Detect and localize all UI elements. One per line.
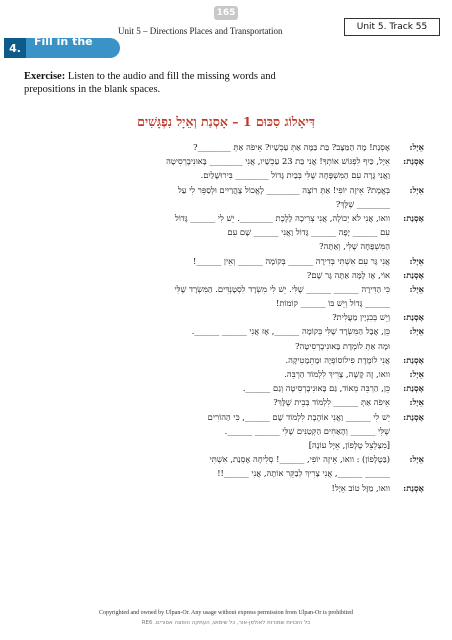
dialog-line [24,466,424,480]
dialog-line [24,254,424,268]
line-text: וַאֲנִי גָּרָה עִם הַמִּשְׁפָּחָה שֶׁלִּי בְּבַיִת גָּדוֹל ________ בִּירוּשָׁלַיִם. [200,170,390,181]
line-text: כֵּן, אֲבָל הַמִּשְׂרָד שֶׁלִּי בְּקוֹמָה ______, אָז אֲנִי ______ ______. [191,326,390,337]
dialog-line [24,410,424,424]
speaker-name: אֵיָל: [409,184,424,195]
dialog-line [24,481,424,495]
line-text: ______ ______, אֲנִי צָרִיךְ לְבַקֵּר אוֹתָהּ, אֲנִי ______!! [217,468,390,479]
dialog-line [24,197,424,211]
dialog-line [24,367,424,381]
line-text: בְּאֱמֶת? אֵיזֶה יוֹפִי! אַתְּ רוֹצָה ________ לֶאֱכוֹל צָהֳרַיִים וּלְסַפֵּר לִי עַל [177,184,390,195]
speaker-name: אֵיָל: [409,142,424,152]
dialog-line [24,154,424,168]
copyright-hebrew: כל הזכויות שמורות לאולפן-אור, כל שימוש, העתקה והפצה אסורים. RE6 [141,620,311,626]
line-text: וּמָה אַתְּ לוֹמֶדֶת בָּאוּנִיבֶרְסִיטָה? [295,340,390,351]
line-text: הַמִּשְׁפָּחָה שֶׁלִּי, וְאַתָּה? [319,241,390,252]
speaker-name: אֵיָל: [409,369,424,379]
dialog-line [24,424,424,438]
line-text: [מִצַלְצֵל טֶלֶפוֹן, אֵיָל עוֹנֶה] [308,439,390,450]
speaker-name: אֵיָל: [409,326,424,337]
track-label: Unit 5. Track 55 [344,18,440,36]
line-text: אֵיָל, כַּיִף לִפְגּוֹשׁ אוֹתְךָ! אֲנִי בַּת 23 עַכְשָׁיו, אֲנִי ________ בָּאוּנִיבֶרְסִיטָה [166,156,390,167]
speaker-name: אָסְנַת: [403,354,424,365]
dialog-line [24,353,424,367]
dialog-line [24,225,424,239]
section-number: 4. [4,38,26,58]
speaker-name: אָסְנַת: [403,482,424,493]
dialog-line [24,183,424,197]
line-text: ________ שֶׁלָּךְ? [335,198,390,209]
dialog-title: דִּיאָלוֹג סִכּוּם 1 – אָסְנַת וְאֵיָל נִפְגָּשִׁים [137,114,315,129]
line-text: אֲנִי לוֹמֶדֶת פִילוֹסוֹפְיָה וּמָתֵמָטִיקָה. [285,354,390,365]
chapter-title: Unit 5 – Directions Places and Transportation [118,26,283,36]
page-number: 165 [214,6,238,20]
line-text: יֵשׁ לִי ______ וַאֲנִי אוֹהֶבֶת לִלְמוֹד שָׁם ______, כִּי הַהוֹרִים [207,411,390,422]
speaker-name: אָסְנַת: [403,411,424,422]
dialog-line [24,282,424,296]
dialog-line [24,324,424,338]
speaker-name: אֵיָל: [409,255,424,266]
speaker-name: אָסְנַת: [403,269,424,280]
section-banner [4,35,120,61]
copyright-notice: Copyrighted and owned by Ulpan-Or. Any usage without express permission from Ulpan-Or is prohibited [99,610,353,616]
dialog-line [24,168,424,182]
line-text: אֵיפֹה אַתְּ ______ לִלְמוֹד בְּבֵית שֶׁלָּךְ? [273,397,390,408]
section-title: Fill in the _____ [26,38,120,58]
dialog-line [24,381,424,395]
speaker-name: אֵיָל: [409,283,424,294]
line-text: שֶׁלִּי ______ וְהָאַחִים הַקְּטַנִּים שֶׁלִּי ______ ______. [224,425,390,436]
dialog-line [24,211,424,225]
line-text: וְיֵשׁ בְּבִנְיָין מַעֲלִית? [332,312,390,323]
speaker-name: אָסְנַת: [403,383,424,394]
line-text: אָסְנַת! מָה הַמַּצָּב? בַּת כַּמָּה אַתְּ עַכְשָׁיו? אֵיפֹה אַתְּ ________? [193,142,390,152]
speaker-name: אֵיָל: [409,454,424,465]
dialog-line [24,140,424,154]
dialog-line [24,296,424,310]
dialog-lines [24,140,424,495]
dialog-line [24,395,424,409]
speaker-name: אֵיָל: [409,397,424,408]
line-text: אֲנִי גָּר עִם אִשְׁתִּי בְּדִירָה ______ בְּקוֹמָה ______ וְאֵין ______! [192,255,390,266]
dialog-line [24,239,424,253]
dialog-line [24,310,424,324]
dialog-line [24,268,424,282]
dialog-line [24,339,424,353]
line-text: וואו, אֲנִי לֹא יְכוֹלָה, אֲנִי צְרִיכָה לָלֶכֶת ________. יֵשׁ לִי ______ גָּדוֹל [174,212,390,223]
speaker-name: אָסְנַת: [403,156,424,167]
line-text: ______ גָּדוֹל וְיֵשׁ בּוֹ ______ קוֹמוֹת! [276,298,390,309]
speaker-name: אָסְנַת: [403,212,424,223]
line-text: וואו, מַזָּל טוֹב אֵיָל! [331,482,390,493]
dialog-line [24,452,424,466]
exercise-label: Exercise: [24,71,66,82]
exercise-text: Listen to the audio and fill the missing words and prepositions in the blank spaces. [24,71,276,95]
line-text: עִם ______ יָפֶה ______ גָּדוֹל וַאֲנִי ______ שָׁם עִם [227,227,390,238]
line-text: אוֹי, אָז לָמָּה אַתָּה גָּר שָׁם? [306,269,390,280]
line-text: כִּי הַדִּירָה ______ ______ שֶׁלִּי. יֵשׁ לִי מִשְׂרָד לִסְטָנְדִּים. הַמִּשְׂרָד שֶׁלִּי [174,283,390,294]
line-text: כֵּן, הַרְבֵּה מְאוֹד, גַּם בָּאוּנִיבֶרְסִיטָה וְגַם ______. [242,383,390,394]
exercise-instructions [24,70,324,96]
speaker-name: אָסְנַת: [403,312,424,323]
line-text: וואו, זֶה קָשֶׁה, צָרִיךְ לִלְמוֹד הַרְבֵּה. [284,369,390,379]
dialog-line [24,438,424,452]
line-text: (בַּטֶלֶפוֹן) : וואו, אֵיזֶה יוֹפִי, ______! סְלִיחָה אָסְנַת, אִשְׁתִּי [209,454,390,465]
